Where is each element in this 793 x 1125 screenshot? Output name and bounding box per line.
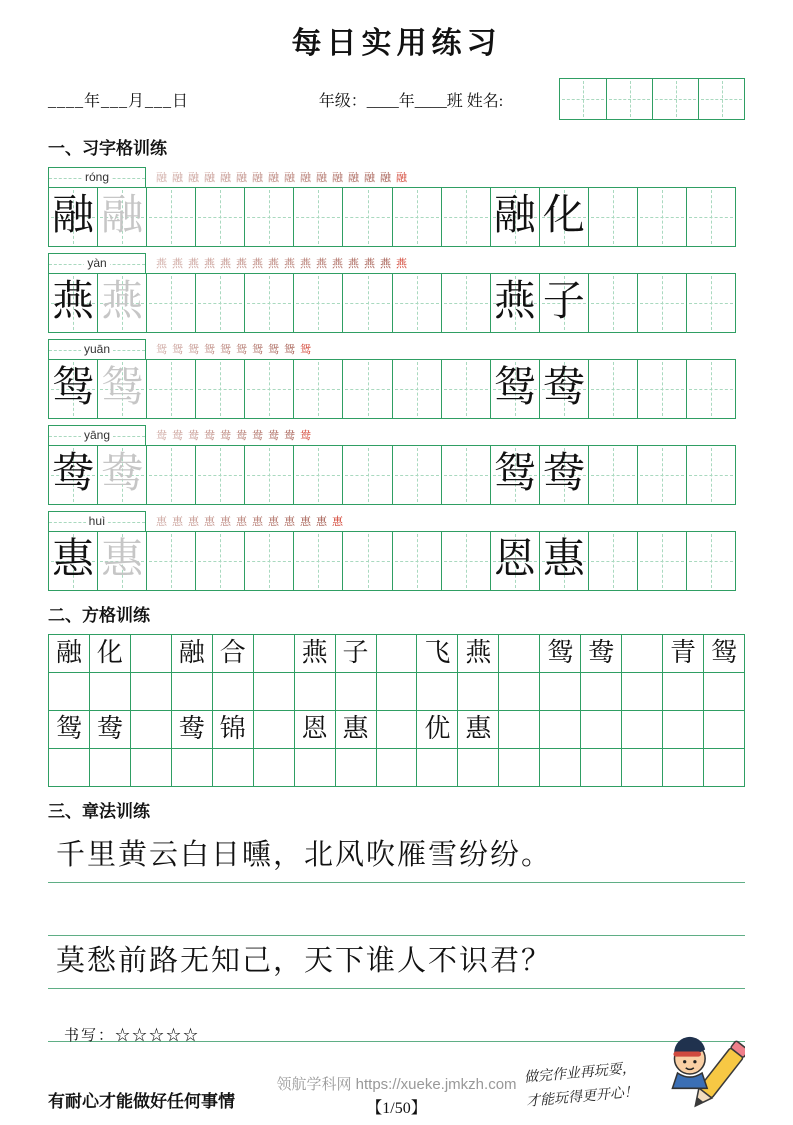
mascot-caption-line: 才能玩得更开心！: [525, 1085, 639, 1111]
square-cell: [130, 711, 171, 748]
square-cell: [539, 749, 580, 786]
practice-cell: [342, 446, 391, 504]
practice-cell: 融: [490, 188, 539, 246]
square-cell: [294, 749, 335, 786]
square-cell: [580, 673, 621, 710]
practice-cell: [588, 446, 637, 504]
stroke-order-strip: 融 融 融 融 融 融 融 融 融 融 融 融 融 融 融 融: [156, 172, 407, 184]
mascot-caption: [523, 1058, 639, 1115]
square-cell: [253, 711, 294, 748]
practice-cell: 燕: [49, 274, 97, 332]
practice-cell: [686, 446, 735, 504]
practice-cell: 鸳: [97, 360, 146, 418]
name-cell: [560, 79, 606, 119]
square-cell: 合: [212, 635, 253, 672]
pinyin-label: yuān: [48, 339, 146, 359]
square-cell: 融: [171, 635, 212, 672]
mascot-image: [653, 1028, 745, 1120]
square-cell: [253, 673, 294, 710]
practice-cell: [146, 188, 195, 246]
footer-motto: 有耐心才能做好任何事情: [48, 1092, 235, 1111]
square-cell: 鸳: [55, 714, 82, 743]
square-cell: [253, 749, 294, 786]
page-number: 【1/50】: [366, 1100, 427, 1117]
practice-cell: [637, 360, 686, 418]
square-cell: [89, 749, 130, 786]
site-watermark: 领航学科网 https://xueke.jmkzh.com: [276, 1076, 517, 1093]
practice-cell: [637, 532, 686, 590]
practice-cell: [588, 274, 637, 332]
practice-cell: 融: [49, 188, 97, 246]
square-grid-row: [49, 672, 744, 710]
square-cell: 惠: [335, 711, 376, 748]
square-cell: [376, 635, 417, 672]
square-cell: [212, 749, 253, 786]
square-cell: [662, 673, 703, 710]
square-cell: [376, 673, 417, 710]
square-cell: 锦: [212, 711, 253, 748]
practice-cell: [588, 360, 637, 418]
practice-cell: [293, 532, 342, 590]
square-cell: [621, 711, 662, 748]
practice-cell: [195, 274, 244, 332]
square-cell: [662, 711, 703, 748]
stroke-order-strip: 惠 惠 惠 惠 惠 惠 惠 惠 惠 惠 惠 惠: [156, 516, 343, 528]
square-cell: [89, 673, 130, 710]
name-cell: [606, 79, 652, 119]
practice-cell: 鸳: [490, 446, 539, 504]
practice-row: [48, 339, 745, 419]
practice-cell: [244, 532, 293, 590]
practice-cell: [244, 360, 293, 418]
name-cell: [652, 79, 698, 119]
section-heading-grid-training: 一、习字格训练: [48, 139, 167, 158]
pinyin-label: róng: [48, 167, 146, 187]
grade-name-line: 年级：____年____班 姓名:: [318, 92, 504, 110]
stroke-order-strip: 燕 燕 燕 燕 燕 燕 燕 燕 燕 燕 燕 燕 燕 燕 燕 燕: [156, 258, 407, 270]
pinyin-label: yàn: [48, 253, 146, 273]
square-grid-row: [49, 748, 744, 786]
square-cell: 青: [662, 635, 703, 672]
practice-row: [48, 167, 745, 247]
practice-cell: [441, 274, 490, 332]
square-cell: [212, 673, 253, 710]
square-cell: [376, 749, 417, 786]
name-cell: [698, 79, 744, 119]
practice-cell: [244, 446, 293, 504]
practice-cell: [392, 360, 441, 418]
page-title: 每日实用练习: [291, 27, 502, 60]
square-cell: [539, 711, 580, 748]
square-cell: 鸳: [703, 635, 744, 672]
practice-cell: 鸯: [539, 446, 588, 504]
square-cell: 惠: [457, 711, 498, 748]
practice-cell: 鸯: [539, 360, 588, 418]
practice-cell: 惠: [539, 532, 588, 590]
square-cell: [416, 749, 457, 786]
practice-row: [48, 253, 745, 333]
square-cell: [130, 673, 171, 710]
practice-cell: [392, 188, 441, 246]
practice-cell: [195, 360, 244, 418]
square-cell: [621, 749, 662, 786]
square-cell: [335, 749, 376, 786]
practice-cell: [588, 532, 637, 590]
practice-cell: [293, 446, 342, 504]
square-cell: [703, 749, 744, 786]
square-cell: [580, 749, 621, 786]
practice-cell: [195, 532, 244, 590]
square-cell: [130, 635, 171, 672]
square-cell: 恩: [294, 711, 335, 748]
practice-cell: 鸯: [49, 446, 97, 504]
square-cell: [457, 749, 498, 786]
practice-cell: [146, 532, 195, 590]
square-cell: [621, 673, 662, 710]
practice-cell: [686, 188, 735, 246]
name-grid: [559, 78, 745, 120]
practice-cell: 惠: [97, 532, 146, 590]
practice-cell: 化: [539, 188, 588, 246]
writing-line: 莫愁前路无知己，天下谁人不识君？: [48, 936, 745, 989]
practice-cell: 恩: [490, 532, 539, 590]
practice-cell: [342, 274, 391, 332]
practice-cell: 鸳: [49, 360, 97, 418]
square-cell: [49, 673, 89, 710]
practice-cell: [342, 188, 391, 246]
practice-cell: [293, 360, 342, 418]
square-cell: [171, 673, 212, 710]
practice-cell: [146, 446, 195, 504]
practice-cell: [637, 188, 686, 246]
square-cell: [662, 749, 703, 786]
square-cell: 鸯: [580, 635, 621, 672]
square-cell: [294, 673, 335, 710]
square-cell: [621, 635, 662, 672]
practice-cell: [146, 274, 195, 332]
square-cell: [171, 749, 212, 786]
stroke-order-strip: 鸯 鸯 鸯 鸯 鸯 鸯 鸯 鸯 鸯 鸯: [156, 430, 311, 442]
practice-cell: 惠: [49, 532, 97, 590]
square-cell: 鸯: [171, 711, 212, 748]
practice-cell: [441, 446, 490, 504]
square-cell: 化: [89, 635, 130, 672]
square-cell: 燕: [294, 635, 335, 672]
square-cell: [703, 673, 744, 710]
square-grid-row: [49, 635, 744, 672]
practice-cell: [392, 532, 441, 590]
practice-cell: [342, 532, 391, 590]
practice-cell: [195, 446, 244, 504]
square-cell: [416, 673, 457, 710]
square-cell: [498, 711, 539, 748]
date-line: ____年___月___日: [48, 92, 190, 110]
header-row: [48, 76, 745, 122]
practice-cell: [293, 188, 342, 246]
square-cell: [498, 749, 539, 786]
practice-cell: [392, 446, 441, 504]
practice-cell: [392, 274, 441, 332]
practice-cell: [441, 188, 490, 246]
section-heading-square-training: 二、方格训练: [48, 606, 150, 625]
square-cell: 飞: [416, 635, 457, 672]
section-heading-composition-training: 三、章法训练: [48, 802, 150, 821]
practice-row: [48, 425, 745, 505]
practice-cell: [293, 274, 342, 332]
practice-cell: [195, 188, 244, 246]
square-cell: 子: [335, 635, 376, 672]
mascot-caption-line: 做完作业再玩耍，: [523, 1061, 637, 1087]
practice-cell: [686, 274, 735, 332]
practice-cell: [441, 360, 490, 418]
practice-row: [48, 511, 745, 591]
writing-line: 千里黄云白日曛，北风吹雁雪纷纷。: [48, 830, 745, 883]
practice-cell: [441, 532, 490, 590]
square-cell: 融: [55, 638, 82, 667]
square-cell: [457, 673, 498, 710]
practice-cell: [146, 360, 195, 418]
practice-cell: [637, 274, 686, 332]
writing-line: [48, 883, 745, 936]
practice-cell: 燕: [490, 274, 539, 332]
square-cell: [498, 635, 539, 672]
square-cell: [703, 711, 744, 748]
practice-cell: 融: [97, 188, 146, 246]
square-cell: [580, 711, 621, 748]
pencil-boy-illustration: [653, 1028, 745, 1120]
practice-cell: [244, 274, 293, 332]
practice-cell: 鸳: [490, 360, 539, 418]
square-cell: 优: [416, 711, 457, 748]
square-cell: [335, 673, 376, 710]
practice-cell: 燕: [97, 274, 146, 332]
practice-cell: [686, 360, 735, 418]
practice-cell: [342, 360, 391, 418]
stroke-order-strip: 鸳 鸳 鸳 鸳 鸳 鸳 鸳 鸳 鸳 鸳: [156, 344, 311, 356]
square-cell: [376, 711, 417, 748]
square-cell: 鸯: [89, 711, 130, 748]
footer: [48, 1022, 745, 1122]
writing-rating-stars: 书写：☆☆☆☆☆: [64, 1028, 201, 1044]
square-cell: 鸳: [539, 635, 580, 672]
square-cell: [130, 749, 171, 786]
practice-cell: 子: [539, 274, 588, 332]
composition-section: [48, 830, 745, 1042]
square-cell: [539, 673, 580, 710]
pinyin-label: yāng: [48, 425, 146, 445]
practice-cell: 鸯: [97, 446, 146, 504]
square-cell: [253, 635, 294, 672]
practice-cell: [686, 532, 735, 590]
pinyin-label: huì: [48, 511, 146, 531]
square-cell: [49, 749, 89, 786]
square-cell: 燕: [457, 635, 498, 672]
practice-grid-section: [48, 167, 745, 591]
square-cell: [498, 673, 539, 710]
practice-cell: [244, 188, 293, 246]
practice-cell: [637, 446, 686, 504]
square-grid-row: [49, 710, 744, 748]
square-grid: [48, 634, 745, 787]
practice-cell: [588, 188, 637, 246]
